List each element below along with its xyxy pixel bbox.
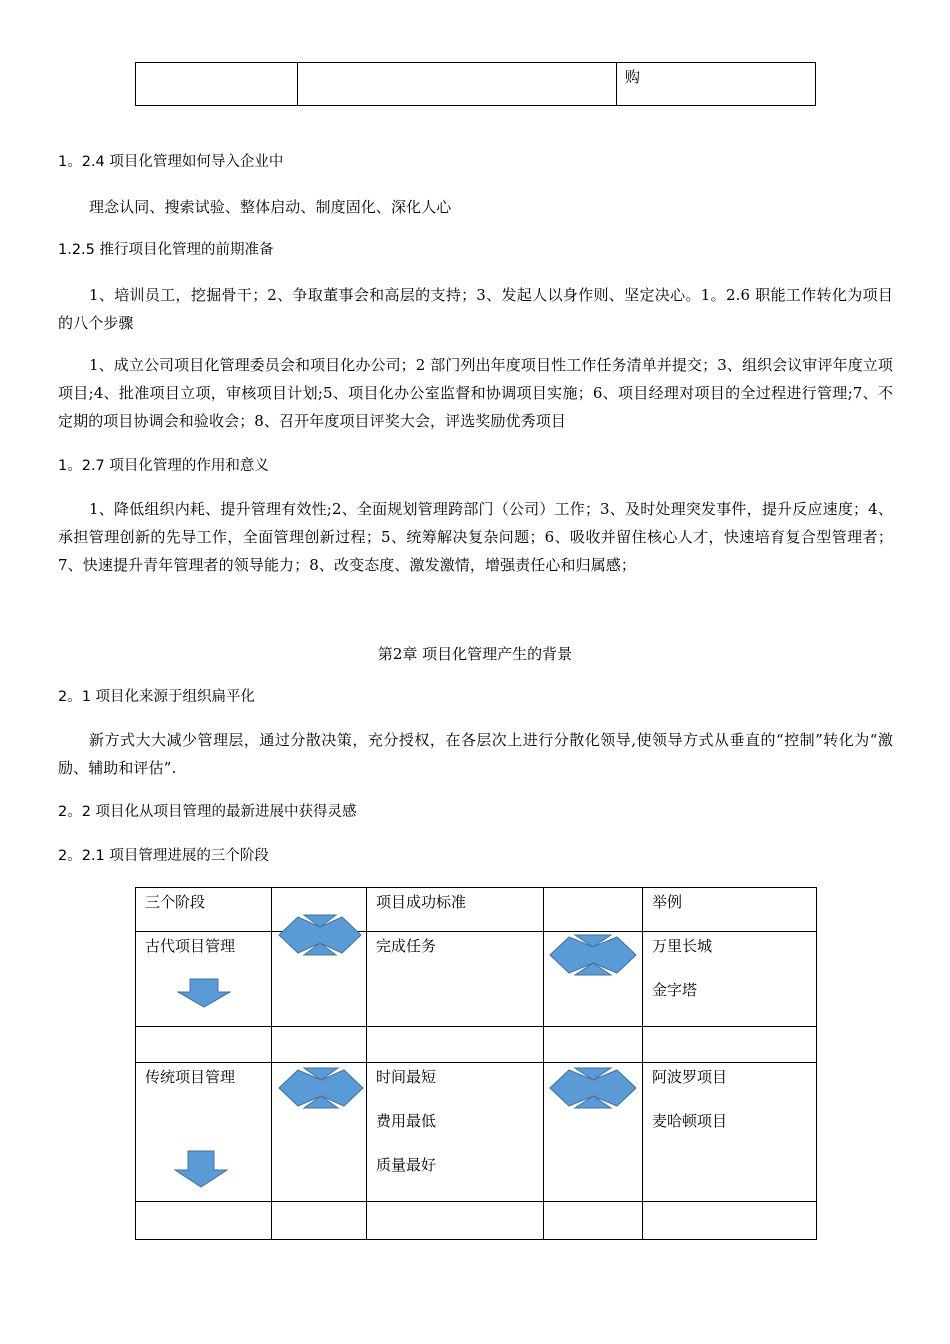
- example-item: 麦哈顿项目: [652, 1112, 728, 1130]
- criteria-item: 时间最短: [376, 1068, 437, 1086]
- paragraph-2-1: 新方式大大减少管理层，通过分散决策，充分授权，在各层次上进行分散化领导,使领导方式从垂直的“控制”转化为“激励、辅助和评估”.: [58, 731, 893, 777]
- top-table-cell-3: 购: [617, 63, 816, 106]
- paragraph-1-2-5: 1、培训员工，挖掘骨干；2、争取董事会和高层的支持；3、发起人以身作则、坚定决心。1。2.6 职能工作转化为项目的八个步骤: [58, 286, 893, 332]
- top-table-cell-2: [298, 63, 617, 106]
- double-chevron-icon: [547, 933, 639, 977]
- header-stage: 三个阶段: [136, 888, 272, 932]
- heading-2-2: 2。2 项目化从项目管理的最新进展中获得灵感: [58, 804, 357, 820]
- table-header-row: [136, 888, 817, 932]
- criteria-item: 质量最好: [376, 1156, 437, 1174]
- paragraph-1-2-7: 1、降低组织内耗、提升管理有效性;2、全面规划管理跨部门（公司）工作；3、及时处理突发事件，提升反应速度；4、承担管理创新的先导工作，全面管理创新过程；5、统筹解决复杂问题；6、吸收并留住核心人才，快速培育复合型管理者；7、快速提升青年管理者的领导能力；8、改变态度、激发激情，增强责任心和归属感；: [58, 500, 893, 574]
- heading-2-1: 2。1 项目化来源于组织扁平化: [58, 689, 256, 705]
- heading-1-2-4: 1。2.4 项目化管理如何导入企业中: [58, 154, 284, 170]
- criteria-traditional: [367, 1063, 544, 1202]
- examples-ancient: [643, 932, 817, 1027]
- table-row-empty: [136, 1027, 817, 1063]
- criteria-item: 完成任务: [376, 937, 437, 955]
- chapter-title: 第2章 项目化管理产生的背景: [377, 645, 573, 663]
- table-row: [136, 932, 817, 1027]
- down-arrow-icon: [174, 1150, 228, 1188]
- top-table-cell-1: [136, 63, 298, 106]
- header-example: 举例: [643, 888, 817, 932]
- down-arrow-icon: [177, 978, 231, 1008]
- double-chevron-icon: [547, 1066, 639, 1110]
- paragraph-1-2-6: 1、成立公司项目化管理委员会和项目化办公司；2 部门列出年度项目性工作任务清单并提交；3、组织会议审评年度立项项目;4、批准项目立项，审核项目计划;5、项目化办公室监督和协调项目实施；6、项目经理对项目的全过程进行管理;7、不定期的项目协调会和验收会；8、召开年度项目评奖大会，评选奖励优秀项目: [58, 356, 893, 430]
- header-criteria: 项目成功标准: [367, 888, 544, 932]
- example-item: 阿波罗项目: [652, 1068, 728, 1086]
- header-empty-2: [544, 888, 643, 932]
- heading-2-2-1: 2。2.1 项目管理进展的三个阶段: [58, 848, 269, 864]
- examples-traditional: [643, 1063, 817, 1202]
- criteria-item: 费用最低: [376, 1112, 437, 1130]
- criteria-ancient: [367, 932, 544, 1027]
- stage-traditional: 传统项目管理: [136, 1063, 272, 1202]
- table-row-empty: [136, 1202, 817, 1240]
- top-table: [135, 62, 816, 106]
- stage-ancient: 古代项目管理: [136, 932, 272, 1027]
- example-item: 金字塔: [652, 981, 698, 999]
- stages-table: [135, 887, 817, 1240]
- table-row: [136, 1063, 817, 1202]
- paragraph-1-2-4: 理念认同、搜索试验、整体启动、制度固化、深化人心: [89, 198, 452, 216]
- heading-1-2-7: 1。2.7 项目化管理的作用和意义: [58, 458, 269, 474]
- double-chevron-icon: [276, 1066, 366, 1110]
- example-item: 万里长城: [652, 937, 713, 955]
- heading-1-2-5: 1.2.5 推行项目化管理的前期准备: [58, 242, 274, 258]
- double-chevron-icon: [276, 913, 364, 957]
